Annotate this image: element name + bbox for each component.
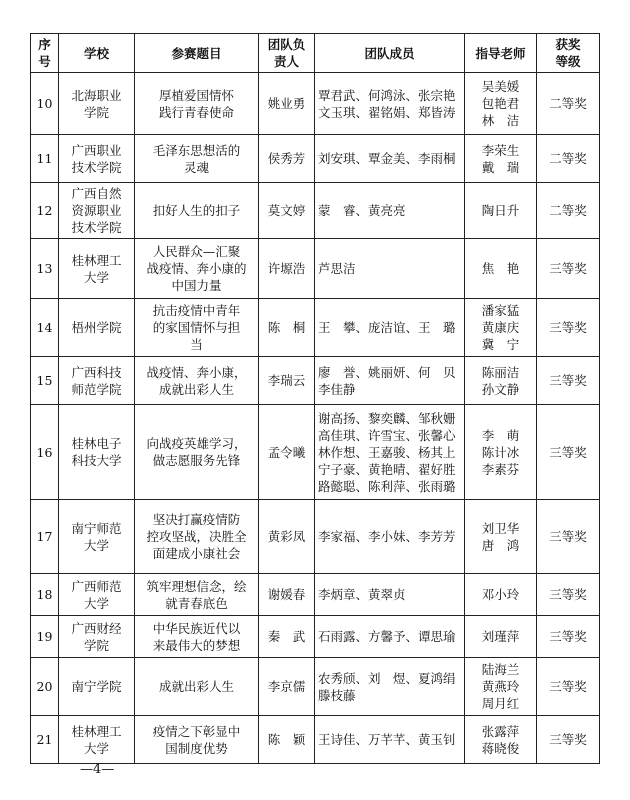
cell-teacher: 陈丽洁 孙文静 xyxy=(465,357,537,405)
cell-index: 12 xyxy=(31,183,59,239)
cell-school: 桂林电子 科技大学 xyxy=(59,405,135,500)
cell-index: 19 xyxy=(31,616,59,658)
cell-school: 南宁师范 大学 xyxy=(59,500,135,574)
cell-members: 刘安琪、覃金美、李雨桐 xyxy=(315,135,465,183)
cell-award: 三等奖 xyxy=(537,716,600,764)
header-award: 获奖 等级 xyxy=(537,34,600,73)
cell-title: 抗击疫情中青年 的家国情怀与担 当 xyxy=(135,299,259,357)
cell-teacher: 邓小玲 xyxy=(465,574,537,616)
cell-title: 成就出彩人生 xyxy=(135,658,259,716)
cell-leader: 侯秀芳 xyxy=(259,135,315,183)
table-body xyxy=(31,73,600,764)
cell-award: 三等奖 xyxy=(537,405,600,500)
cell-leader: 莫文婷 xyxy=(259,183,315,239)
cell-index: 11 xyxy=(31,135,59,183)
cell-title: 疫情之下彰显中 国制度优势 xyxy=(135,716,259,764)
cell-leader: 李京儒 xyxy=(259,658,315,716)
cell-members: 覃君武、何鸿泳、张宗艳 文玉琪、翟铭娟、郑皆涛 xyxy=(315,73,465,135)
cell-leader: 李瑞云 xyxy=(259,357,315,405)
table-row xyxy=(31,658,600,716)
cell-title: 向战疫英雄学习， 做志愿服务先锋 xyxy=(135,405,259,500)
cell-members: 李家福、李小妹、李芳芳 xyxy=(315,500,465,574)
cell-award: 二等奖 xyxy=(537,135,600,183)
cell-teacher: 李 萌 陈计冰 李素芬 xyxy=(465,405,537,500)
cell-index: 20 xyxy=(31,658,59,716)
table-row xyxy=(31,135,600,183)
cell-school: 广西科技 师范学院 xyxy=(59,357,135,405)
cell-leader: 孟令曦 xyxy=(259,405,315,500)
cell-leader: 黄彩凤 xyxy=(259,500,315,574)
table-row xyxy=(31,239,600,299)
cell-award: 三等奖 xyxy=(537,616,600,658)
cell-leader: 陈 桐 xyxy=(259,299,315,357)
cell-school: 梧州学院 xyxy=(59,299,135,357)
cell-leader: 谢媛春 xyxy=(259,574,315,616)
cell-index: 13 xyxy=(31,239,59,299)
cell-teacher: 陶日升 xyxy=(465,183,537,239)
table-row xyxy=(31,73,600,135)
cell-award: 三等奖 xyxy=(537,357,600,405)
cell-index: 17 xyxy=(31,500,59,574)
cell-school: 广西师范 大学 xyxy=(59,574,135,616)
cell-school: 桂林理工 大学 xyxy=(59,716,135,764)
cell-members: 谢高扬、黎奕麟、邹秋姗 高佳琪、许雪宝、张馨心 林作想、王嘉骏、杨其上 宁子豪、黄艳晴、翟好胜 路懿聪、陈利萍、张雨璐 xyxy=(315,405,465,500)
cell-title: 厚植爱国情怀 践行青春使命 xyxy=(135,73,259,135)
cell-title: 战疫情、奔小康， 成就出彩人生 xyxy=(135,357,259,405)
header-leader: 团队负 责人 xyxy=(259,34,315,73)
cell-index: 21 xyxy=(31,716,59,764)
header-row xyxy=(31,34,600,73)
cell-award: 三等奖 xyxy=(537,500,600,574)
cell-school: 桂林理工 大学 xyxy=(59,239,135,299)
cell-members: 王诗佳、万芊芊、黄玉钊 xyxy=(315,716,465,764)
cell-award: 二等奖 xyxy=(537,73,600,135)
cell-members: 王 攀、庞洁谊、王 璐 xyxy=(315,299,465,357)
cell-award: 二等奖 xyxy=(537,183,600,239)
table-row xyxy=(31,574,600,616)
header-members: 团队成员 xyxy=(315,34,465,73)
cell-members: 农秀颀、刘 煜、夏鸿绢 滕枝藤 xyxy=(315,658,465,716)
table-row xyxy=(31,500,600,574)
cell-leader: 陈 颖 xyxy=(259,716,315,764)
cell-teacher: 焦 艳 xyxy=(465,239,537,299)
cell-teacher: 张露萍 蒋晓俊 xyxy=(465,716,537,764)
cell-members: 芦思洁 xyxy=(315,239,465,299)
cell-school: 南宁学院 xyxy=(59,658,135,716)
award-table xyxy=(30,33,600,764)
cell-title: 中华民族近代以 来最伟大的梦想 xyxy=(135,616,259,658)
cell-school: 广西财经 学院 xyxy=(59,616,135,658)
table-row xyxy=(31,183,600,239)
page-number: —4— xyxy=(80,762,115,777)
table-row xyxy=(31,405,600,500)
cell-index: 15 xyxy=(31,357,59,405)
cell-leader: 秦 武 xyxy=(259,616,315,658)
cell-school: 广西职业 技术学院 xyxy=(59,135,135,183)
cell-leader: 许塬浩 xyxy=(259,239,315,299)
table-row xyxy=(31,357,600,405)
cell-school: 北海职业 学院 xyxy=(59,73,135,135)
cell-teacher: 陆海兰 黄燕玲 周月红 xyxy=(465,658,537,716)
cell-members: 蒙 睿、黄亮亮 xyxy=(315,183,465,239)
cell-teacher: 潘家猛 黄康庆 冀 宁 xyxy=(465,299,537,357)
cell-award: 三等奖 xyxy=(537,658,600,716)
cell-index: 18 xyxy=(31,574,59,616)
cell-school: 广西自然 资源职业 技术学院 xyxy=(59,183,135,239)
header-teacher: 指导老师 xyxy=(465,34,537,73)
cell-title: 人民群众—汇聚 战疫情、奔小康的 中国力量 xyxy=(135,239,259,299)
table-row xyxy=(31,299,600,357)
table-row xyxy=(31,716,600,764)
cell-teacher: 刘卫华 唐 鸿 xyxy=(465,500,537,574)
cell-title: 扣好人生的扣子 xyxy=(135,183,259,239)
cell-leader: 姚业勇 xyxy=(259,73,315,135)
cell-award: 三等奖 xyxy=(537,299,600,357)
cell-teacher: 刘瑾萍 xyxy=(465,616,537,658)
cell-index: 16 xyxy=(31,405,59,500)
cell-members: 廖 誉、姚丽妍、何 贝 李佳静 xyxy=(315,357,465,405)
header-title: 参赛题目 xyxy=(135,34,259,73)
table-row xyxy=(31,616,600,658)
cell-award: 三等奖 xyxy=(537,239,600,299)
header-index: 序 号 xyxy=(31,34,59,73)
cell-members: 石雨露、方馨予、谭思瑜 xyxy=(315,616,465,658)
cell-members: 李炳章、黄翠贞 xyxy=(315,574,465,616)
cell-title: 毛泽东思想活的 灵魂 xyxy=(135,135,259,183)
cell-teacher: 吴美媛 包艳君 林 洁 xyxy=(465,73,537,135)
cell-teacher: 李荣生 戴 瑞 xyxy=(465,135,537,183)
cell-index: 10 xyxy=(31,73,59,135)
cell-title: 坚决打赢疫情防 控攻坚战，决胜全 面建成小康社会 xyxy=(135,500,259,574)
cell-index: 14 xyxy=(31,299,59,357)
cell-title: 筑牢理想信念，绘 就青春底色 xyxy=(135,574,259,616)
header-school: 学校 xyxy=(59,34,135,73)
cell-award: 三等奖 xyxy=(537,574,600,616)
